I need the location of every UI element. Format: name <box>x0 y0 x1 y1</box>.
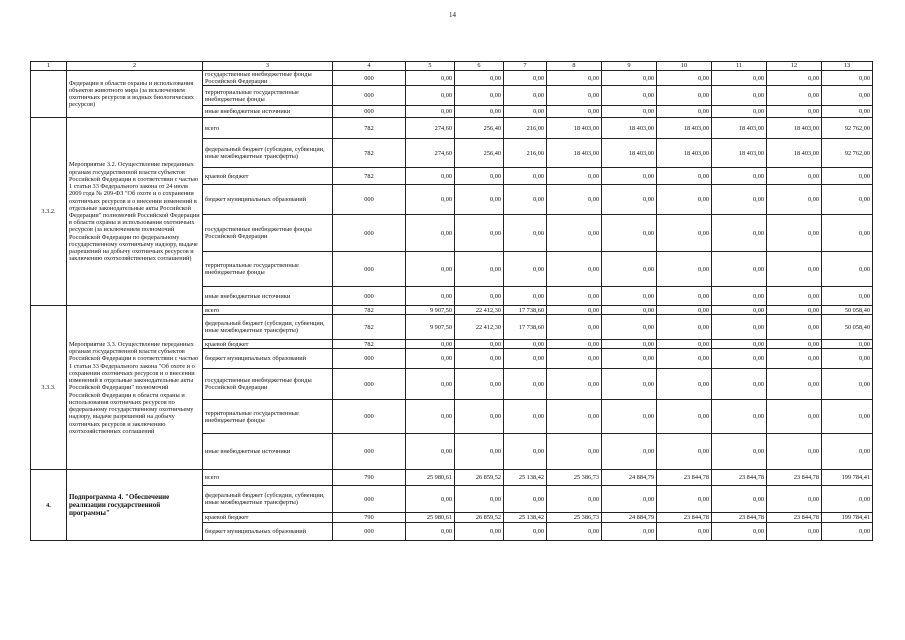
funding-source: иные внебюджетные источники <box>203 287 333 306</box>
amount-cell: 0,00 <box>547 168 602 185</box>
amount-cell: 18 403,00 <box>602 139 657 168</box>
amount-cell: 0,00 <box>547 185 602 215</box>
amount-cell: 17 738,60 <box>504 315 547 340</box>
amount-cell: 0,00 <box>406 287 455 306</box>
amount-cell: 0,00 <box>822 434 873 470</box>
amount-cell: 9 907,50 <box>406 306 455 315</box>
amount-cell: 0,00 <box>406 523 455 541</box>
amount-cell: 0,00 <box>712 185 767 215</box>
amount-cell: 216,00 <box>504 118 547 139</box>
amount-cell: 0,00 <box>822 185 873 215</box>
amount-cell: 0,00 <box>602 315 657 340</box>
funding-source: федеральный бюджет (субсидии, субвенции, иные межбюджетные трансферты) <box>203 486 333 513</box>
amount-cell: 0,00 <box>712 315 767 340</box>
amount-cell: 0,00 <box>712 340 767 349</box>
funding-source: территориальные государственные внебюджетные фонды <box>203 252 333 287</box>
amount-cell: 18 403,00 <box>547 118 602 139</box>
amount-cell: 0,00 <box>767 523 822 541</box>
amount-cell: 0,00 <box>406 340 455 349</box>
amount-cell: 0,00 <box>455 168 504 185</box>
amount-cell: 0,00 <box>712 306 767 315</box>
budget-code: 782 <box>333 168 406 185</box>
column-header: 9 <box>602 62 657 71</box>
budget-code: 782 <box>333 139 406 168</box>
amount-cell: 0,00 <box>406 106 455 118</box>
amount-cell: 0,00 <box>657 486 712 513</box>
funding-source: краевой бюджет <box>203 168 333 185</box>
amount-cell: 0,00 <box>602 86 657 106</box>
amount-cell: 199 784,41 <box>822 470 873 486</box>
amount-cell: 22 412,30 <box>455 306 504 315</box>
amount-cell: 0,00 <box>504 369 547 400</box>
amount-cell: 0,00 <box>504 349 547 369</box>
amount-cell: 0,00 <box>657 287 712 306</box>
amount-cell: 0,00 <box>504 486 547 513</box>
amount-cell: 0,00 <box>547 400 602 434</box>
amount-cell: 0,00 <box>455 106 504 118</box>
budget-code: 790 <box>333 470 406 486</box>
amount-cell: 0,00 <box>822 215 873 252</box>
amount-cell: 0,00 <box>712 349 767 369</box>
amount-cell: 0,00 <box>406 486 455 513</box>
amount-cell: 0,00 <box>767 369 822 400</box>
amount-cell: 0,00 <box>547 306 602 315</box>
amount-cell: 0,00 <box>406 434 455 470</box>
amount-cell: 0,00 <box>406 215 455 252</box>
amount-cell: 18 403,00 <box>657 139 712 168</box>
amount-cell: 0,00 <box>712 400 767 434</box>
page-number: 14 <box>449 11 456 19</box>
amount-cell: 0,00 <box>602 486 657 513</box>
amount-cell: 0,00 <box>657 168 712 185</box>
amount-cell: 0,00 <box>406 369 455 400</box>
amount-cell: 0,00 <box>455 349 504 369</box>
amount-cell: 0,00 <box>712 71 767 86</box>
amount-cell: 0,00 <box>657 349 712 369</box>
amount-cell: 23 844,78 <box>657 513 712 523</box>
amount-cell: 0,00 <box>602 168 657 185</box>
amount-cell: 0,00 <box>657 369 712 400</box>
amount-cell: 0,00 <box>767 252 822 287</box>
amount-cell: 18 403,00 <box>712 118 767 139</box>
amount-cell: 0,00 <box>767 306 822 315</box>
amount-cell: 0,00 <box>822 252 873 287</box>
amount-cell: 18 403,00 <box>767 118 822 139</box>
amount-cell: 0,00 <box>547 252 602 287</box>
funding-source: государственные внебюджетные фонды Российской Федерации <box>203 369 333 400</box>
column-header: 12 <box>767 62 822 71</box>
amount-cell: 0,00 <box>657 400 712 434</box>
amount-cell: 0,00 <box>657 523 712 541</box>
amount-cell: 9 907,50 <box>406 315 455 340</box>
amount-cell: 0,00 <box>602 434 657 470</box>
item-index <box>31 71 67 118</box>
amount-cell: 0,00 <box>602 215 657 252</box>
amount-cell: 0,00 <box>767 185 822 215</box>
budget-code: 000 <box>333 106 406 118</box>
budget-code: 000 <box>333 369 406 400</box>
amount-cell: 18 403,00 <box>767 139 822 168</box>
column-header: 3 <box>203 62 333 71</box>
amount-cell: 17 738,60 <box>504 306 547 315</box>
amount-cell: 50 058,40 <box>822 315 873 340</box>
amount-cell: 0,00 <box>504 215 547 252</box>
funding-source: федеральный бюджет (субсидии, субвенции, иные межбюджетные трансферты) <box>203 315 333 340</box>
item-index: 4. <box>31 470 67 541</box>
amount-cell: 0,00 <box>455 252 504 287</box>
amount-cell: 0,00 <box>455 215 504 252</box>
amount-cell: 0,00 <box>504 400 547 434</box>
amount-cell: 25 980,61 <box>406 513 455 523</box>
column-header: 10 <box>657 62 712 71</box>
amount-cell: 18 403,00 <box>547 139 602 168</box>
amount-cell: 0,00 <box>657 106 712 118</box>
header-row <box>31 62 873 71</box>
amount-cell: 0,00 <box>822 106 873 118</box>
amount-cell: 0,00 <box>455 86 504 106</box>
amount-cell: 0,00 <box>767 106 822 118</box>
amount-cell: 0,00 <box>712 434 767 470</box>
amount-cell: 0,00 <box>712 86 767 106</box>
funding-source: государственные внебюджетные фонды Российской Федерации <box>203 71 333 86</box>
amount-cell: 274,60 <box>406 139 455 168</box>
amount-cell: 92 762,00 <box>822 139 873 168</box>
amount-cell: 0,00 <box>602 287 657 306</box>
budget-code: 000 <box>333 185 406 215</box>
amount-cell: 0,00 <box>767 86 822 106</box>
funding-source: территориальные государственные внебюджетные фонды <box>203 86 333 106</box>
amount-cell: 0,00 <box>767 486 822 513</box>
funding-source: бюджет муниципальных образований <box>203 185 333 215</box>
table-row <box>31 470 873 486</box>
amount-cell: 0,00 <box>822 349 873 369</box>
amount-cell: 0,00 <box>822 340 873 349</box>
amount-cell: 25 138,42 <box>504 513 547 523</box>
amount-cell: 0,00 <box>712 369 767 400</box>
amount-cell: 0,00 <box>547 349 602 369</box>
column-header: 6 <box>455 62 504 71</box>
amount-cell: 0,00 <box>657 340 712 349</box>
amount-cell: 0,00 <box>822 523 873 541</box>
table-row <box>31 306 873 315</box>
item-description: Федерации в области охраны и использования объектов животного мира (за исключением охотничьих ресурсов и водных биологических ресурсов) <box>67 71 203 118</box>
budget-table <box>30 61 873 541</box>
amount-cell: 0,00 <box>455 486 504 513</box>
funding-source: иные внебюджетные источники <box>203 434 333 470</box>
amount-cell: 0,00 <box>504 185 547 215</box>
budget-code: 000 <box>333 523 406 541</box>
amount-cell: 0,00 <box>822 86 873 106</box>
budget-code: 782 <box>333 315 406 340</box>
amount-cell: 50 058,40 <box>822 306 873 315</box>
amount-cell: 25 386,73 <box>547 470 602 486</box>
funding-source: краевой бюджет <box>203 340 333 349</box>
amount-cell: 0,00 <box>547 434 602 470</box>
amount-cell: 274,60 <box>406 118 455 139</box>
amount-cell: 0,00 <box>602 340 657 349</box>
amount-cell: 0,00 <box>822 71 873 86</box>
amount-cell: 0,00 <box>602 400 657 434</box>
amount-cell: 256,40 <box>455 118 504 139</box>
amount-cell: 0,00 <box>406 400 455 434</box>
amount-cell: 0,00 <box>547 287 602 306</box>
amount-cell: 0,00 <box>547 86 602 106</box>
amount-cell: 23 844,78 <box>767 513 822 523</box>
amount-cell: 0,00 <box>657 86 712 106</box>
amount-cell: 0,00 <box>504 434 547 470</box>
amount-cell: 0,00 <box>767 71 822 86</box>
amount-cell: 0,00 <box>822 287 873 306</box>
amount-cell: 0,00 <box>455 185 504 215</box>
budget-code: 790 <box>333 513 406 523</box>
column-header: 4 <box>333 62 406 71</box>
item-description: Мероприятие 3.2. Осуществление переданных органам государственной власти субъектов Российской Федерации в соответствии с частью 1 статьи 33 Федерального закона от 24 июля 2009 года № 209-ФЗ "Об охоте и о сохранении охотничьих ресурсов и о внесении изменений в отдельные законодательные акты Российской Федерации" полномочий Российской Федерации в области охраны и использования охотничьих ресурсов (за исключением полномочий Российской Федерации по федеральному государственному охотничьему надзору, выдаче разрешений на добычу охотничьих ресурсов и заключению охотхозяйственных соглашений) <box>67 118 203 306</box>
item-index: 3.3.3. <box>31 306 67 470</box>
amount-cell: 0,00 <box>602 71 657 86</box>
amount-cell: 18 403,00 <box>657 118 712 139</box>
amount-cell: 0,00 <box>712 106 767 118</box>
amount-cell: 0,00 <box>547 369 602 400</box>
funding-source: федеральный бюджет (субсидии, субвенции, иные межбюджетные трансферты) <box>203 139 333 168</box>
amount-cell: 0,00 <box>712 168 767 185</box>
amount-cell: 0,00 <box>657 434 712 470</box>
amount-cell: 0,00 <box>455 434 504 470</box>
amount-cell: 0,00 <box>547 215 602 252</box>
amount-cell: 0,00 <box>504 252 547 287</box>
amount-cell: 0,00 <box>455 340 504 349</box>
column-header: 8 <box>547 62 602 71</box>
amount-cell: 22 412,30 <box>455 315 504 340</box>
amount-cell: 0,00 <box>767 400 822 434</box>
budget-code: 782 <box>333 118 406 139</box>
amount-cell: 25 980,61 <box>406 470 455 486</box>
amount-cell: 26 859,52 <box>455 470 504 486</box>
amount-cell: 216,00 <box>504 139 547 168</box>
budget-code: 000 <box>333 287 406 306</box>
amount-cell: 0,00 <box>712 486 767 513</box>
amount-cell: 0,00 <box>657 71 712 86</box>
amount-cell: 0,00 <box>822 369 873 400</box>
column-header: 1 <box>31 62 67 71</box>
amount-cell: 0,00 <box>455 287 504 306</box>
amount-cell: 18 403,00 <box>602 118 657 139</box>
amount-cell: 0,00 <box>602 523 657 541</box>
column-header: 5 <box>406 62 455 71</box>
amount-cell: 24 884,79 <box>602 513 657 523</box>
amount-cell: 0,00 <box>547 486 602 513</box>
amount-cell: 0,00 <box>547 523 602 541</box>
amount-cell: 0,00 <box>504 71 547 86</box>
amount-cell: 25 138,42 <box>504 470 547 486</box>
amount-cell: 0,00 <box>406 252 455 287</box>
amount-cell: 23 844,78 <box>657 470 712 486</box>
amount-cell: 0,00 <box>602 185 657 215</box>
amount-cell: 0,00 <box>602 369 657 400</box>
amount-cell: 0,00 <box>602 252 657 287</box>
amount-cell: 0,00 <box>767 215 822 252</box>
item-index: 3.3.2. <box>31 118 67 306</box>
amount-cell: 0,00 <box>767 434 822 470</box>
amount-cell: 0,00 <box>712 287 767 306</box>
amount-cell: 0,00 <box>712 252 767 287</box>
amount-cell: 199 784,41 <box>822 513 873 523</box>
amount-cell: 0,00 <box>767 168 822 185</box>
amount-cell: 0,00 <box>767 287 822 306</box>
column-header: 7 <box>504 62 547 71</box>
column-header: 2 <box>67 62 203 71</box>
amount-cell: 0,00 <box>547 340 602 349</box>
amount-cell: 0,00 <box>406 185 455 215</box>
amount-cell: 0,00 <box>455 71 504 86</box>
amount-cell: 0,00 <box>767 315 822 340</box>
item-description: Мероприятие 3.3. Осуществление переданных органам государственной власти субъектов Российской Федерации в соответствии с частью 1 статьи 33 Федерального закона "Об охоте и о сохранении охотничьих ресурсов и о внесении изменений в отдельные законодательные акты Российской Федерации" полномочий Российской Федерации в области охраны и использования охотничьих ресурсов по федеральному государственному охотничьему надзору, выдаче разрешений на добычу охотничьих ресурсов и заключению охотхозяйственных соглашений <box>67 306 203 470</box>
budget-code: 000 <box>333 71 406 86</box>
budget-code: 000 <box>333 86 406 106</box>
amount-cell: 23 844,78 <box>712 470 767 486</box>
amount-cell: 0,00 <box>504 106 547 118</box>
funding-source: всего <box>203 118 333 139</box>
amount-cell: 0,00 <box>712 215 767 252</box>
amount-cell: 0,00 <box>657 185 712 215</box>
amount-cell: 0,00 <box>712 523 767 541</box>
amount-cell: 0,00 <box>602 106 657 118</box>
amount-cell: 92 762,00 <box>822 118 873 139</box>
budget-code: 000 <box>333 349 406 369</box>
funding-source: краевой бюджет <box>203 513 333 523</box>
column-header: 13 <box>822 62 873 71</box>
column-header: 11 <box>712 62 767 71</box>
budget-code: 782 <box>333 340 406 349</box>
amount-cell: 25 386,73 <box>547 513 602 523</box>
funding-source: всего <box>203 470 333 486</box>
table-row <box>31 118 873 139</box>
budget-code: 000 <box>333 252 406 287</box>
amount-cell: 0,00 <box>455 523 504 541</box>
item-description: Подпрограмма 4. "Обеспечение реализации государственной программы" <box>67 470 203 541</box>
amount-cell: 0,00 <box>406 168 455 185</box>
budget-code: 000 <box>333 434 406 470</box>
funding-source: государственные внебюджетные фонды Российской Федерации <box>203 215 333 252</box>
amount-cell: 0,00 <box>767 349 822 369</box>
budget-code: 000 <box>333 486 406 513</box>
table-body <box>31 62 873 541</box>
amount-cell: 0,00 <box>547 106 602 118</box>
amount-cell: 0,00 <box>657 315 712 340</box>
amount-cell: 0,00 <box>547 71 602 86</box>
amount-cell: 0,00 <box>504 287 547 306</box>
amount-cell: 0,00 <box>406 349 455 369</box>
amount-cell: 23 844,78 <box>712 513 767 523</box>
amount-cell: 0,00 <box>822 400 873 434</box>
amount-cell: 26 859,52 <box>455 513 504 523</box>
amount-cell: 0,00 <box>455 369 504 400</box>
amount-cell: 0,00 <box>602 306 657 315</box>
amount-cell: 0,00 <box>504 86 547 106</box>
budget-code: 000 <box>333 400 406 434</box>
amount-cell: 24 884,79 <box>602 470 657 486</box>
amount-cell: 0,00 <box>455 400 504 434</box>
funding-source: территориальные государственные внебюджетные фонды <box>203 400 333 434</box>
amount-cell: 0,00 <box>602 349 657 369</box>
budget-code: 782 <box>333 306 406 315</box>
amount-cell: 0,00 <box>822 168 873 185</box>
funding-source: всего <box>203 306 333 315</box>
funding-source: бюджет муниципальных образований <box>203 349 333 369</box>
amount-cell: 0,00 <box>504 523 547 541</box>
amount-cell: 0,00 <box>547 315 602 340</box>
funding-source: иные внебюджетные источники <box>203 106 333 118</box>
amount-cell: 0,00 <box>406 86 455 106</box>
amount-cell: 23 844,78 <box>767 470 822 486</box>
amount-cell: 0,00 <box>504 168 547 185</box>
amount-cell: 0,00 <box>822 486 873 513</box>
budget-code: 000 <box>333 215 406 252</box>
table-row <box>31 71 873 86</box>
amount-cell: 0,00 <box>406 71 455 86</box>
amount-cell: 0,00 <box>657 306 712 315</box>
amount-cell: 256,40 <box>455 139 504 168</box>
amount-cell: 0,00 <box>657 252 712 287</box>
amount-cell: 18 403,00 <box>712 139 767 168</box>
amount-cell: 0,00 <box>657 215 712 252</box>
amount-cell: 0,00 <box>767 340 822 349</box>
amount-cell: 0,00 <box>504 340 547 349</box>
funding-source: бюджет муниципальных образований <box>203 523 333 541</box>
